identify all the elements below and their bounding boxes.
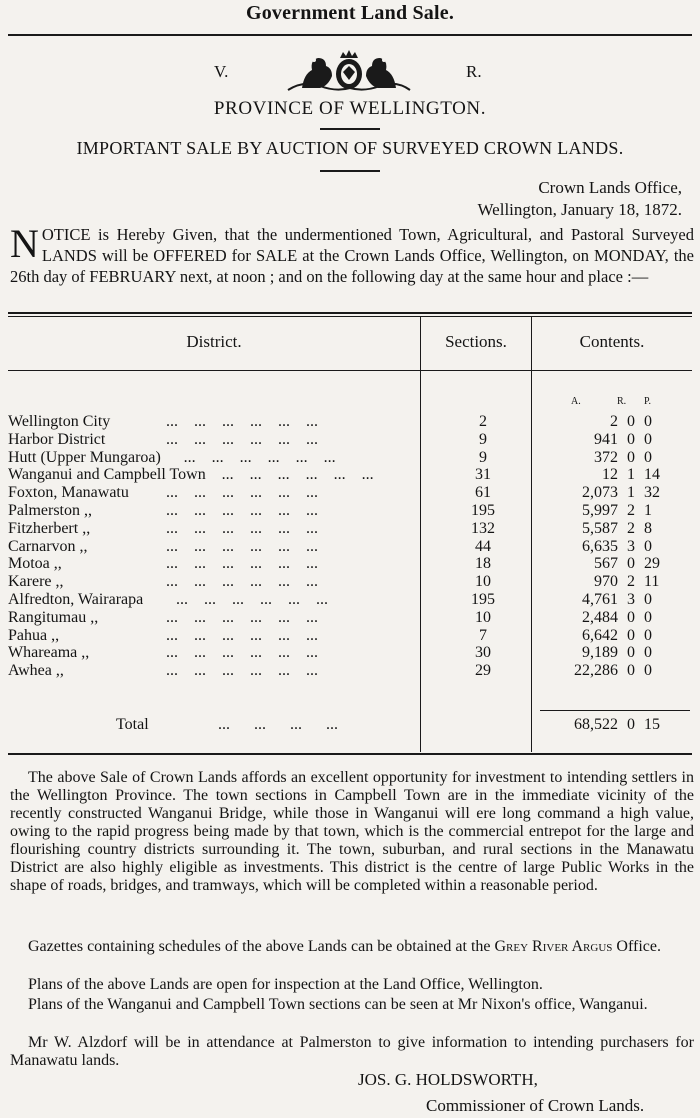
table-row	[8, 538, 692, 555]
table-row	[8, 413, 692, 430]
office-date: Wellington, January 18, 1872.	[477, 200, 682, 219]
roods-cell: 2	[627, 573, 635, 591]
roods-cell: 0	[627, 608, 635, 626]
short-rule	[320, 170, 380, 172]
table-row	[8, 449, 692, 466]
total-acres: 68,522	[574, 716, 618, 733]
signature-title: Commissioner of Crown Lands.	[426, 1096, 645, 1115]
table-row	[8, 555, 692, 572]
page-title: Government Land Sale.	[245, 2, 455, 24]
body-paragraph-5: Mr W. Alzdorf will be in attendance at Palmerston to give information to intending purchasers for Manawatu lands.	[10, 1034, 694, 1069]
leader-dots: ... ... ... ... ... ...	[158, 413, 318, 430]
roods-cell: 1	[627, 466, 635, 484]
perches-cell: 29	[644, 555, 660, 573]
roods-cell: 3	[627, 591, 635, 608]
district-cell: Fitzherbert ,,	[8, 519, 91, 537]
unit-roods: R.	[617, 396, 627, 407]
header-rule	[8, 370, 692, 371]
leader-dots: ... ... ... ... ... ...	[175, 448, 336, 466]
acres-cell: 5,587	[582, 519, 618, 537]
acres-cell: 6,635	[582, 537, 618, 555]
important-heading: IMPORTANT SALE BY AUCTION OF SURVEYED CROWN LANDS.	[76, 138, 624, 158]
total-roods: 0	[627, 716, 635, 733]
acres-cell: 5,997	[582, 502, 618, 519]
roods-cell: 0	[627, 662, 635, 680]
roods-cell: 0	[627, 448, 635, 466]
drop-cap: N	[10, 221, 39, 266]
leader-dots: ... ... ... ... ... ...	[158, 502, 318, 519]
perches-cell: 0	[644, 413, 652, 430]
roods-cell: 2	[627, 519, 635, 537]
acres-cell: 567	[594, 555, 618, 573]
total-perches: 15	[644, 716, 660, 733]
sections-cell: 29	[475, 662, 491, 680]
province-heading: PROVINCE OF WELLINGTON.	[213, 98, 487, 119]
district-cell: Wanganui and Campbell Town	[8, 466, 206, 484]
district-cell: Pahua ,,	[8, 626, 60, 644]
district-cell: Harbor District	[8, 430, 106, 448]
table-row	[8, 627, 692, 644]
roods-cell: 3	[627, 537, 635, 555]
sections-cell: 18	[475, 555, 491, 573]
district-cell: Karere ,,	[8, 573, 64, 591]
sections-cell: 9	[479, 430, 487, 448]
body-paragraph-4: Plans of the Wanganui and Campbell Town sections can be seen at Mr Nixon's office, Wanganui.	[28, 996, 648, 1013]
district-cell: Wellington City	[8, 413, 111, 430]
para2-start: Gazettes containing schedules of the above Lands can be obtained at the	[28, 938, 491, 955]
district-cell: Foxton, Manawatu	[8, 484, 129, 502]
table-row	[8, 484, 692, 501]
acres-cell: 4,761	[582, 591, 618, 608]
leader-dots: ... ... ... ... ... ...	[213, 466, 374, 484]
perches-cell: 32	[644, 484, 660, 502]
letter-v: V.	[214, 62, 229, 81]
table-row	[8, 662, 692, 679]
header-contents: Contents.	[579, 332, 645, 351]
para2-end: Office.	[616, 938, 661, 955]
office-line-1: Crown Lands Office,	[538, 178, 682, 197]
leader-dots: ... ... ... ... ... ...	[158, 573, 318, 591]
signature-name: JOS. G. HOLDSWORTH,	[358, 1070, 538, 1089]
perches-cell: 11	[644, 573, 660, 591]
district-cell: Hutt (Upper Mungaroa)	[8, 448, 161, 466]
sections-cell: 9	[479, 448, 487, 466]
roods-cell: 0	[627, 626, 635, 644]
sections-cell: 7	[479, 626, 487, 644]
leader-dots: ... ... ... ... ... ...	[158, 626, 318, 644]
acres-cell: 22,286	[574, 662, 618, 680]
leader-dots: ... ... ... ...	[218, 716, 338, 733]
district-cell: Carnarvon ,,	[8, 537, 88, 555]
table-bottom-rule	[8, 753, 692, 755]
acres-cell: 372	[594, 448, 618, 466]
table-row	[8, 644, 692, 661]
body-paragraph-1: The above Sale of Crown Lands affords an excellent opportunity for investment to intending settlers in the Wellington Province. The town sections in Campbell Town are in the immediate vicinity of the recently constructed Wanganui Bridge, while those in Wanganui will ere long command a high value, owing to the rapid progress being made by that town, which is the commercial entrepot for the large and flourishing country districts surrounding it. The town, suburban, and rural sections in the Manawatu District are also highly eligible as investments. This district is the centre of large Public Works in the shape of roads, bridges, and tramways, which will be completed within a reasonable period.	[10, 769, 694, 894]
sections-cell: 2	[479, 413, 487, 430]
sections-cell: 195	[471, 591, 495, 608]
sections-cell: 195	[471, 502, 495, 519]
table-row	[8, 502, 692, 519]
letter-r: R.	[466, 62, 482, 81]
table-top-rule-thin	[8, 316, 692, 317]
roods-cell: 0	[627, 644, 635, 662]
table-row	[8, 573, 692, 590]
leader-dots: ... ... ... ... ... ...	[158, 537, 318, 555]
notice-paragraph	[10, 221, 694, 287]
perches-cell: 0	[644, 662, 652, 680]
perches-cell: 0	[644, 591, 652, 608]
leader-dots: ... ... ... ... ... ...	[158, 519, 318, 537]
table-row	[8, 466, 692, 483]
sections-cell: 30	[475, 644, 491, 662]
sections-cell: 61	[475, 484, 491, 502]
perches-cell: 1	[644, 502, 652, 519]
table-top-rule	[8, 312, 692, 314]
district-cell: Alfredton, Wairarapa	[8, 591, 144, 608]
acres-cell: 941	[594, 430, 618, 448]
sections-cell: 10	[475, 608, 491, 626]
perches-cell: 0	[644, 448, 652, 466]
acres-cell: 2	[610, 413, 618, 430]
table-row	[8, 591, 692, 608]
leader-dots: ... ... ... ... ... ...	[168, 591, 328, 608]
table-row	[8, 609, 692, 626]
total-rule	[540, 710, 690, 711]
leader-dots: ... ... ... ... ... ...	[158, 430, 318, 448]
header-sections: Sections.	[445, 332, 507, 351]
acres-cell: 9,189	[582, 644, 618, 662]
acres-cell: 6,642	[582, 626, 618, 644]
acres-cell: 2,484	[582, 608, 618, 626]
sections-cell: 132	[471, 519, 495, 537]
notice-text: OTICE is Hereby Given, that the undermentioned Town, Agricultural, and Pastoral Surveyed LANDS will be OFFERED for SALE at the Crown Lands Office, Wellington, on MONDAY, the 26th day of FEBRUARY next, at noon ; and on the following day at the same hour and place :—	[10, 225, 694, 286]
district-cell: Rangitumau ,,	[8, 608, 99, 626]
title-rule	[8, 34, 692, 36]
leader-dots: ... ... ... ... ... ...	[158, 644, 318, 662]
perches-cell: 0	[644, 608, 652, 626]
perches-cell: 0	[644, 626, 652, 644]
total-row	[8, 716, 692, 733]
newspaper-name: Grey River Argus	[494, 938, 613, 955]
short-rule	[320, 128, 380, 130]
royal-coat-of-arms-icon	[284, 50, 414, 96]
roods-cell: 1	[627, 484, 635, 502]
roods-cell: 2	[627, 502, 635, 519]
roods-cell: 0	[627, 430, 635, 448]
unit-acres: A.	[571, 396, 581, 407]
body-paragraph-3: Plans of the above Lands are open for inspection at the Land Office, Wellington.	[28, 976, 543, 993]
acres-cell: 12	[602, 466, 618, 484]
district-cell: Awhea ,,	[8, 662, 64, 680]
total-label: Total	[116, 716, 149, 733]
perches-cell: 0	[644, 537, 652, 555]
leader-dots: ... ... ... ... ... ...	[158, 608, 318, 626]
unit-perches: P.	[644, 396, 651, 407]
district-cell: Motoa ,,	[8, 555, 62, 573]
body-paragraph-2	[10, 938, 694, 956]
perches-cell: 8	[644, 519, 652, 537]
perches-cell: 0	[644, 644, 652, 662]
leader-dots: ... ... ... ... ... ...	[158, 662, 318, 680]
roods-cell: 0	[627, 555, 635, 573]
sections-cell: 44	[475, 537, 491, 555]
perches-cell: 14	[644, 466, 660, 484]
leader-dots: ... ... ... ... ... ...	[158, 555, 318, 573]
acres-cell: 970	[594, 573, 618, 591]
roods-cell: 0	[627, 413, 635, 430]
sections-cell: 10	[475, 573, 491, 591]
district-cell: Whareama ,,	[8, 644, 90, 662]
sections-cell: 31	[475, 466, 491, 484]
acres-cell: 2,073	[582, 484, 618, 502]
leader-dots: ... ... ... ... ... ...	[158, 484, 318, 502]
table-row	[8, 520, 692, 537]
district-cell: Palmerston ,,	[8, 502, 92, 519]
perches-cell: 0	[644, 430, 652, 448]
header-district: District.	[186, 332, 242, 351]
table-row	[8, 431, 692, 448]
